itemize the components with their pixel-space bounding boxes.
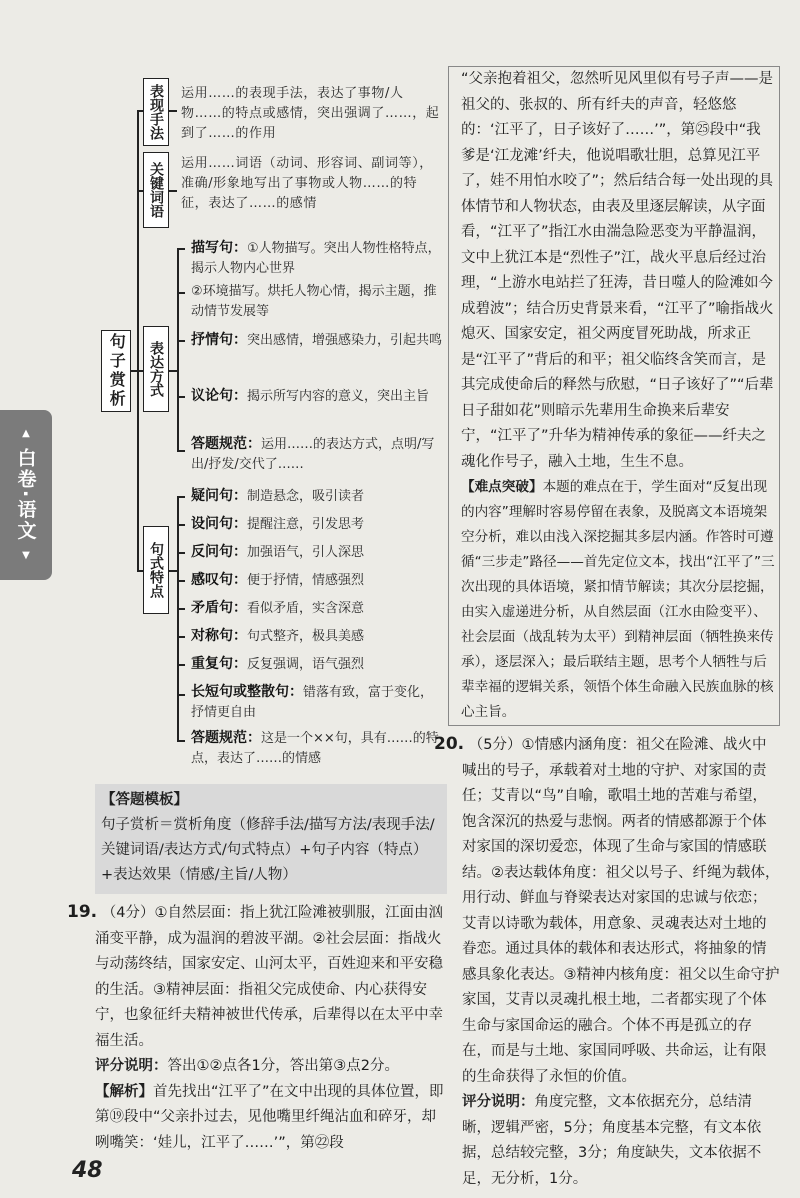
connector [169,190,177,192]
side-tab-label: 白卷·语文 [14,448,37,542]
connector [177,292,185,294]
connector [177,740,185,742]
answer-template-heading: 【答题模板】 [101,792,188,808]
connector [169,570,177,572]
triangle-up-icon: ▲ [22,428,30,440]
pattern-item: 长短句或整散句：错落有致，富于变化，抒情更自由 [191,684,434,720]
pattern-item: 设问句：提醒注意，引发思考 [191,516,365,532]
pattern-item: 对称句：句式整齐，极具美感 [191,628,365,644]
question-20-scoring: 评分说明：角度完整，文本依据充分，总结清晰，逻辑严密，5分；角度基本完整，有文本依据，总结较完整，3分；角度缺失，文本依据不足，无分析，1分。 [462,1094,762,1187]
connector [177,580,185,582]
difficulty-note: 【难点突破】本题的难点在于，学生面对“反复出现的内容”理解时容易停留在表象，及脱离文本语境架空分析，难以由浅入深挖掘其多层内涵。作答时可遵循“三步走”路径——首先定位文本，找出“江平了”三次出现的具体语境，紧扣情节解读；其次分层挖掘，由实入虚递进分析，从自然层面（江水由险变平）、社会层面（战乱转为太平）到精神层面（牺牲换来传承），逐层深入；最后联结主题，思考个人牺牲与后辈幸福的逻辑关系，领悟个体生命融入民族血脉的核心主旨。 [461,479,775,720]
connector [177,552,185,554]
branch-rhetoric-text: 运用……的表现手法，表达了事物/人物……的特点或感情，突出强调了……，起到了……的作用 [181,86,440,141]
connector [177,496,179,740]
branch-expression-label: 表达方式 [148,341,165,397]
question-20 [434,732,780,1090]
branch-pattern-box [143,526,169,614]
question-answer: （4分）①自然层面：指上犹江险滩被驯服，江面由汹涌变平静，成为温润的碧波平湖。②社会层面：指战火与动荡终结，国家安定、山河太平，百姓迎来和平安稳的生活。③精神层面：指祖父完成使命、内心获得安宁，也象征纤夫精神被世代传承，后辈得以在太平中幸福生活。 [95,905,443,1049]
left-column [67,78,447,1156]
right-column [434,66,780,1192]
expression-item: 答题规范：运用……的表达方式，点明/写出/抒发/交代了…… [191,436,435,472]
page-number: 48 [72,1158,103,1183]
expression-item: 议论句：揭示所写内容的意义，突出主旨 [191,388,430,404]
connector [177,248,185,250]
triangle-down-icon: ▼ [22,549,30,561]
sentence-analysis-mind-map [95,78,447,778]
connector [177,694,185,696]
question-19-analysis: 【解析】首先找出“江平了”在文中出现的具体位置，即第⑲段中“父亲扑过去，见他嘴里纤绳沾血和碎牙，却咧嘴笑：‘娃儿，江平了……’”，第㉒段 [95,1083,444,1151]
answer-template-body: 句子赏析＝赏析角度（修辞手法/描写方法/表现手法/关键词语/表达方式/句式特点）+句子内容（特点）+表达效果（情感/主旨/人物） [101,817,435,883]
question-number: 20. [434,734,465,754]
branch-rhetoric-label: 表现手法 [148,84,165,140]
branch-rhetoric-box [143,78,169,146]
pattern-item: 重复句：反复强调，语气强烈 [191,656,365,672]
connector [177,248,179,452]
branch-expression-box [143,326,169,412]
pattern-item: 感叹句：便于抒情，情感强烈 [191,572,365,588]
connector [169,110,177,112]
branch-keywords-label: 关键词语 [148,162,165,218]
pattern-item: 疑问句：制造悬念，吸引读者 [191,488,365,504]
pattern-item: 答题规范：这是一个××句，具有……的特点，表达了……的情感 [191,730,439,766]
connector [177,340,185,342]
analysis-continued-box [448,66,780,726]
answer-template-box [95,784,447,894]
question-19-analysis-continued: “父亲抱着祖父，忽然听见风里似有号子声——是祖父的、张叔的、所有纤夫的声音，轻悠悠的：‘江平了，日子该好了……’”，第㉕段中“我爹是‘江龙滩’纤夫，他说唱歌壮胆，总算见江平了，娃不用怕水咬了”；然后结合每一处出现的具体情节和人物状态，由表及里逐层解读，从字面看，“江平了”指江水由湍急险恶变为平静温润，文中上犹江本是“烈性子”江，战火平息后经过治理，“上游水电站拦了狂涛，昔日噬人的险滩如今成碧波”；结合历史背景来看，“江平了”喻指战火熄灭、国家安定，祖父两度冒死助战，所求正是“江平了”背后的和平；祖父临终含笑而言，是其完成使命后的释然与欣慰，“日子该好了”“后辈日子甜如花”则暗示先辈用生命换来后辈安宁，“江平了”升华为精神传承的象征——纤夫之魂化作号子，融入土地，生生不息。 [461,71,774,470]
connector [177,396,185,398]
expression-item: 抒情句：突出感情，增强感染力，引起共鸣 [191,332,443,348]
question-19-scoring: 评分说明：答出①②点各1分，答出第③点2分。 [95,1058,399,1074]
connector [177,450,185,452]
branch-keywords-text: 运用……词语（动词、形容词、副词等），准确/形象地写出了事物或人物……的特征，表达了……的感情 [181,156,433,211]
pattern-item: 矛盾句：看似矛盾，实含深意 [191,600,365,616]
question-19 [67,900,447,1054]
connector [177,636,185,638]
connector [177,496,185,498]
branch-pattern-label: 句式特点 [148,542,165,598]
connector [177,664,185,666]
pattern-item: 反问句：加强语气，引人深思 [191,544,365,560]
connector [177,608,185,610]
expression-item: ②环境描写。烘托人物心情，揭示主题，推动情节发展等 [191,284,437,319]
mind-map-root-label: 句子赏析 [107,333,127,409]
expression-item: 描写句：①人物描写。突出人物性格特点，揭示人物内心世界 [191,240,441,276]
question-number: 19. [67,902,98,922]
mind-map-root [101,330,131,412]
section-side-tab [0,410,52,580]
connector [137,110,139,570]
connector [177,524,185,526]
connector [169,370,177,372]
question-answer: （5分）①情感内涵角度：祖父在险滩、战火中喊出的号子，承载着对土地的守护、对家国的责任；艾青以“鸟”自喻，歌唱土地的苦难与希望，饱含深沉的热爱与悲悯。两者的情感都源于个体对家国的深切爱恋，体现了生命与家国的情感联结。②表达载体角度：祖父以号子、纤绳为载体，用行动、鲜血与脊梁表达对家国的忠诚与依恋；艾青以诗歌为载体，用意象、灵魂表达对土地的眷恋。通过具体的载体和表达形式，将抽象的情感具象化表达。③精神内核角度：祖父以生命守护家国，艾青以灵魂扎根土地，二者都实现了个体生命与家国命运的融合。个体不再是孤立的存在，而是与土地、家国同呼吸、共命运，让有限的生命获得了永恒的价值。 [462,737,780,1085]
branch-keywords-box [143,152,169,228]
